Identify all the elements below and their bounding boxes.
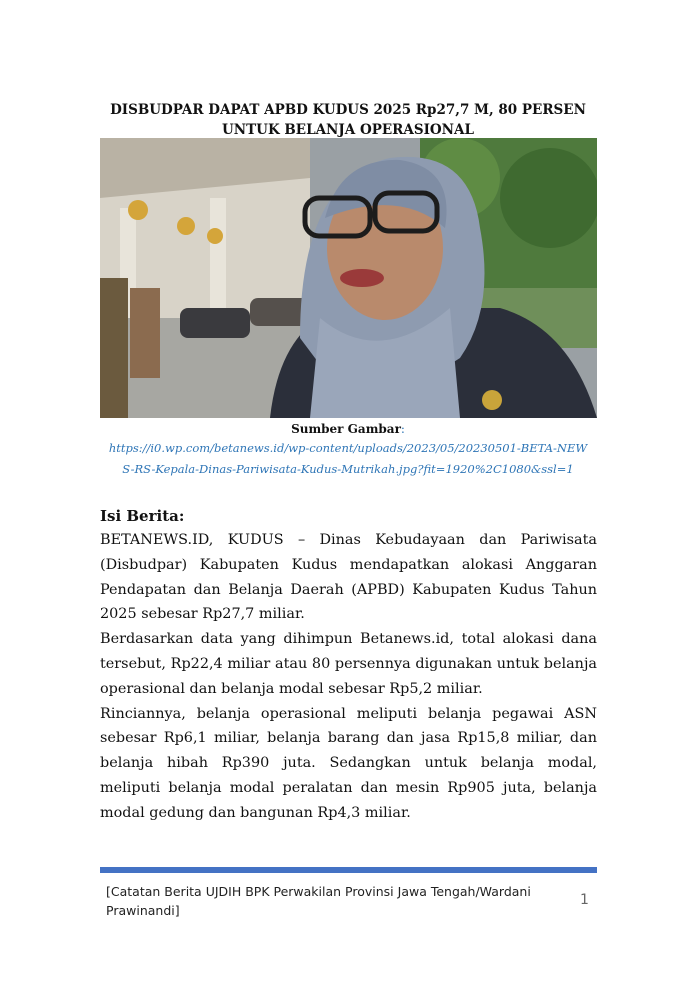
caption-colon: : — [400, 422, 405, 436]
caption-label-text: Sumber Gambar — [291, 422, 401, 436]
paragraph-2: Berdasarkan data yang dihimpun Betanews.id, total alokasi dana tersebut, Rp22,4 miliar atau 80 persennya digunakan untuk belanja operasional dan belanja modal sebesar Rp5,2 miliar. — [100, 631, 597, 697]
section-heading: Isi Berita: — [100, 507, 185, 525]
image-source-link[interactable]: https://i0.wp.com/betanews.id/wp-content/uploads/2023/05/20230501-BETA-NEWS-RS-Kepala-Dinas-Pariwisata-Kudus-Mutrikah.jpg?fit=1920%2C1080&ssl=1 — [108, 441, 588, 476]
image-source-label — [100, 420, 596, 438]
footer-note: [Catatan Berita UJDIH BPK Perwakilan Provinsi Jawa Tengah/Wardani Prawinandi] — [106, 884, 531, 918]
article-photo — [100, 138, 597, 418]
page-number: 1 — [580, 892, 589, 908]
paragraph-3: Rinciannya, belanja operasional meliputi belanja pegawai ASN sebesar Rp6,1 miliar, belanja barang dan jasa Rp15,8 miliar, dan belanja hibah Rp390 juta. Sedangkan untuk belanja modal, meliputi belanja modal peralatan dan mesin Rp905 juta, belanja modal gedung dan bangunan Rp4,3 miliar. — [100, 705, 597, 821]
article-title: DISBUDPAR DAPAT APBD KUDUS 2025 Rp27,7 M, 80 PERSEN UNTUK BELANJA OPERASIONAL — [110, 102, 586, 138]
article-body — [100, 528, 597, 826]
footer-divider — [100, 867, 597, 873]
paragraph-1: BETANEWS.ID, KUDUS – Dinas Kebudayaan dan Pariwisata (Disbudpar) Kabupaten Kudus mendapatkan alokasi Anggaran Pendapatan dan Belanja Daerah (APBD) Kabupaten Kudus Tahun 2025 sebesar Rp27,7 miliar. — [100, 532, 597, 623]
